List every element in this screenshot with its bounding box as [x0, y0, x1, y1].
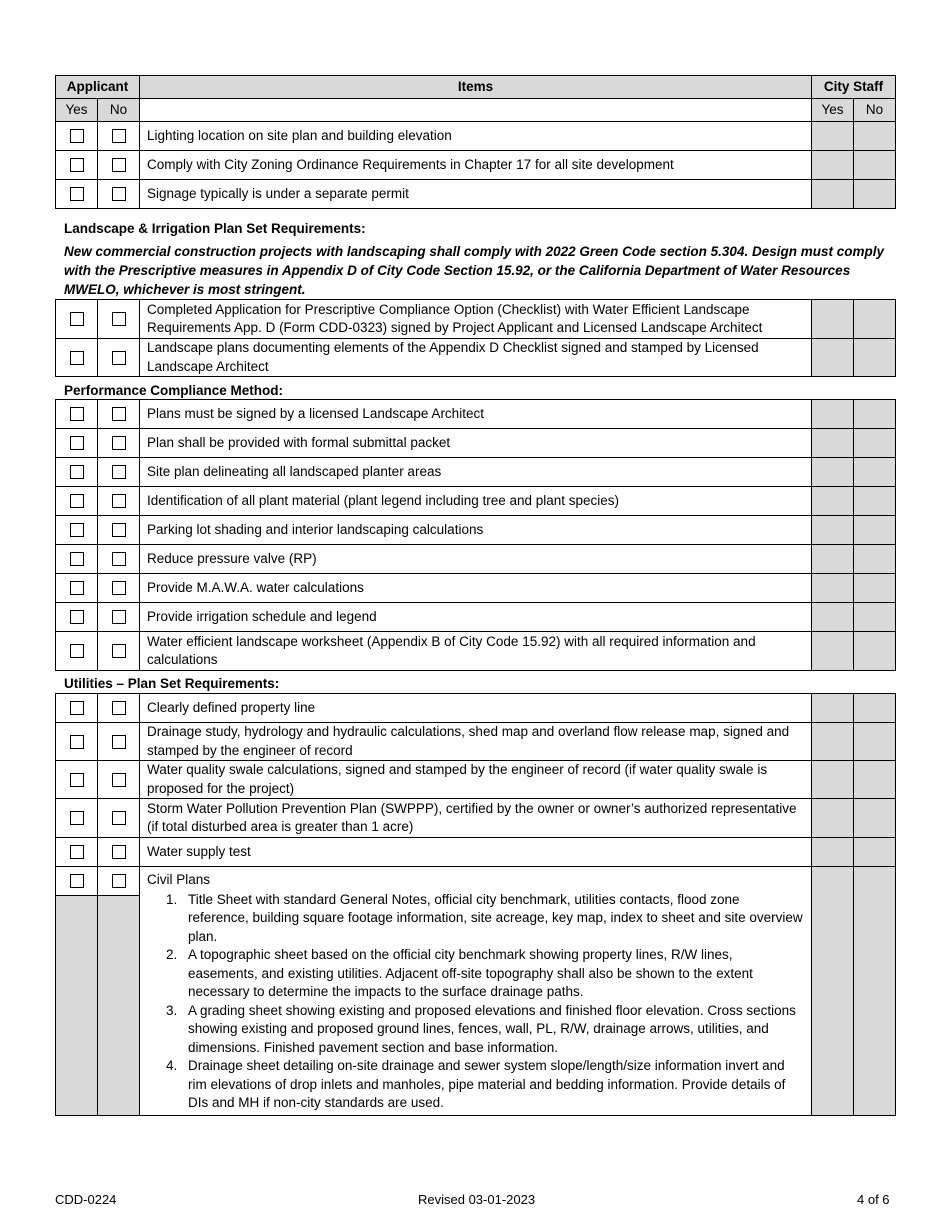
applicant-no-checkbox[interactable]: [112, 523, 126, 537]
staff-no-cell: [854, 632, 896, 671]
applicant-yes-checkbox[interactable]: [70, 465, 84, 479]
staff-no-cell: [854, 799, 896, 838]
staff-no-cell: [854, 458, 896, 487]
items-subheader: [140, 99, 812, 122]
staff-yes-cell: [812, 300, 854, 339]
staff-no-cell: [854, 122, 896, 151]
table-row: [56, 151, 896, 180]
staff-yes-cell: [812, 799, 854, 838]
item-text: Landscape plans documenting elements of the Appendix D Checklist signed and stamped by Licensed Landscape Architect: [140, 339, 812, 377]
item-text: Provide M.A.W.A. water calculations: [140, 574, 812, 603]
staff-yes-header: Yes: [812, 99, 854, 122]
item-text: Provide irrigation schedule and legend: [140, 603, 812, 632]
table-row: [56, 574, 896, 603]
applicant-yes-checkbox[interactable]: [70, 351, 84, 365]
form-id: CDD-0224: [55, 1192, 117, 1207]
table-row: [56, 723, 896, 761]
items-header: Items: [140, 76, 812, 99]
staff-yes-cell: [812, 151, 854, 180]
staff-no-cell: [854, 694, 896, 723]
applicant-yes-checkbox[interactable]: [70, 523, 84, 537]
applicant-yes-checkbox[interactable]: [70, 407, 84, 421]
staff-yes-cell: [812, 694, 854, 723]
applicant-no-checkbox[interactable]: [112, 407, 126, 421]
staff-no-cell: [854, 487, 896, 516]
civil-plans-title: Civil Plans: [147, 872, 211, 888]
applicant-yes-checkbox[interactable]: [70, 494, 84, 508]
staff-no-cell: [854, 867, 896, 1116]
applicant-no-checkbox[interactable]: [112, 351, 126, 365]
staff-yes-cell: [812, 867, 854, 1116]
city-staff-header: City Staff: [812, 76, 896, 99]
applicant-yes-checkbox[interactable]: [70, 644, 84, 658]
staff-no-cell: [854, 603, 896, 632]
item-text: Plan shall be provided with formal submittal packet: [140, 429, 812, 458]
applicant-yes-checkbox[interactable]: [70, 735, 84, 749]
applicant-no-checkbox[interactable]: [112, 552, 126, 566]
applicant-yes-checkbox[interactable]: [70, 312, 84, 326]
applicant-yes-checkbox[interactable]: [70, 129, 84, 143]
applicant-yes-checkbox[interactable]: [70, 811, 84, 825]
applicant-yes-blank-cell: [56, 896, 98, 1116]
applicant-yes-checkbox[interactable]: [70, 581, 84, 595]
staff-no-cell: [854, 339, 896, 377]
staff-no-cell: [854, 838, 896, 867]
item-text: Reduce pressure valve (RP): [140, 545, 812, 574]
applicant-yes-checkbox[interactable]: [70, 610, 84, 624]
staff-no-cell: [854, 723, 896, 761]
staff-no-cell: [854, 180, 896, 209]
landscape-table: [55, 299, 896, 377]
applicant-no-checkbox[interactable]: [112, 735, 126, 749]
staff-yes-cell: [812, 429, 854, 458]
staff-no-cell: [854, 400, 896, 429]
table-row: [56, 799, 896, 838]
staff-yes-cell: [812, 487, 854, 516]
civil-plans-cell: [140, 867, 812, 1116]
page-number: 4 of 6: [857, 1192, 890, 1207]
table-row: [56, 516, 896, 545]
applicant-yes-checkbox[interactable]: [70, 436, 84, 450]
civil-plans-row: [56, 867, 896, 896]
item-text: Site plan delineating all landscaped planter areas: [140, 458, 812, 487]
staff-yes-cell: [812, 545, 854, 574]
applicant-yes-checkbox[interactable]: [70, 552, 84, 566]
revised-date: Revised 03-01-2023: [418, 1192, 536, 1207]
list-item: 1. Title Sheet with standard General Notes, official city benchmark, utilities contacts, flood zone reference, building square footage information, site acreage, key map, index to sheet and site overview plan.: [181, 891, 804, 947]
performance-table: [55, 399, 896, 671]
table-row: [56, 761, 896, 799]
table-row: [56, 339, 896, 377]
item-text: Signage typically is under a separate permit: [140, 180, 812, 209]
applicant-no-checkbox[interactable]: [112, 845, 126, 859]
utilities-heading: Utilities – Plan Set Requirements:: [64, 676, 280, 691]
applicant-no-checkbox[interactable]: [112, 773, 126, 787]
table-row: [56, 458, 896, 487]
staff-no-cell: [854, 151, 896, 180]
table-row: [56, 180, 896, 209]
table-row: [56, 694, 896, 723]
applicant-no-blank-cell: [98, 896, 140, 1116]
table-row: [56, 429, 896, 458]
staff-yes-cell: [812, 180, 854, 209]
table-row: [56, 632, 896, 671]
applicant-no-checkbox[interactable]: [112, 187, 126, 201]
applicant-yes-checkbox[interactable]: [70, 773, 84, 787]
staff-no-header: No: [854, 99, 896, 122]
table-row: [56, 545, 896, 574]
item-text: Completed Application for Prescriptive Compliance Option (Checklist) with Water Efficient Landscape Requirements App. D (Form CDD-0323) signed by Project Applicant and Licensed Landscape Architect: [140, 300, 812, 339]
list-item: 3. A grading sheet showing existing and proposed elevations and finished floor elevation. Cross sections showing existing and proposed ground lines, fences, wall, PL, R/W, drainage arrows, utilities, and dimensions. Finished pavement section and base information.: [181, 1002, 804, 1058]
applicant-no-checkbox[interactable]: [112, 494, 126, 508]
applicant-no-checkbox[interactable]: [112, 644, 126, 658]
civil-plans-list: [147, 891, 804, 1113]
staff-yes-cell: [812, 574, 854, 603]
staff-yes-cell: [812, 761, 854, 799]
landscape-note: New commercial construction projects with landscaping shall comply with 2022 Green Code section 5.304. Design must comply with the Prescriptive measures in Appendix D of City Code Section 15.92, or the California Department of Water Resources MWELO, whichever is most stringent.: [64, 244, 884, 297]
staff-yes-cell: [812, 339, 854, 377]
item-text: Drainage study, hydrology and hydraulic calculations, shed map and overland flow release map, signed and stamped by the engineer of record: [140, 723, 812, 761]
item-text: Clearly defined property line: [140, 694, 812, 723]
item-text: Identification of all plant material (plant legend including tree and plant species): [140, 487, 812, 516]
table-row: [56, 122, 896, 151]
item-text: Parking lot shading and interior landscaping calculations: [140, 516, 812, 545]
applicant-yes-checkbox[interactable]: [70, 158, 84, 172]
general-items-table: [55, 75, 896, 209]
item-text: Water efficient landscape worksheet (Appendix B of City Code 15.92) with all required information and calculations: [140, 632, 812, 671]
applicant-yes-header: Yes: [56, 99, 98, 122]
applicant-no-checkbox[interactable]: [112, 701, 126, 715]
applicant-no-checkbox[interactable]: [112, 811, 126, 825]
applicant-no-checkbox[interactable]: [112, 312, 126, 326]
list-item: 2. A topographic sheet based on the official city benchmark showing property lines, R/W lines, easements, and existing utilities. Adjacent off-site topography shall also be shown to the extent necessary to determine the impacts to the surface drainage paths.: [181, 946, 804, 1002]
staff-yes-cell: [812, 838, 854, 867]
table-row: [56, 300, 896, 339]
staff-no-cell: [854, 545, 896, 574]
applicant-no-checkbox[interactable]: [112, 874, 126, 888]
table-row: [56, 603, 896, 632]
applicant-no-checkbox[interactable]: [112, 158, 126, 172]
list-item: 4. Drainage sheet detailing on-site drainage and sewer system slope/length/size information invert and rim elevations of drop inlets and manholes, pipe material and bedding information. Provide details of DIs and MH if non-city standards are used.: [181, 1057, 804, 1113]
applicant-no-header: No: [98, 99, 140, 122]
applicant-yes-checkbox[interactable]: [70, 845, 84, 859]
table-row: [56, 838, 896, 867]
applicant-header: Applicant: [56, 76, 140, 99]
staff-yes-cell: [812, 400, 854, 429]
staff-yes-cell: [812, 122, 854, 151]
staff-no-cell: [854, 429, 896, 458]
staff-yes-cell: [812, 516, 854, 545]
item-text: Storm Water Pollution Prevention Plan (SWPPP), certified by the owner or owner’s authorized representative (if total disturbed area is greater than 1 acre): [140, 799, 812, 838]
applicant-no-checkbox[interactable]: [112, 465, 126, 479]
applicant-yes-checkbox[interactable]: [70, 874, 84, 888]
applicant-no-checkbox[interactable]: [112, 610, 126, 624]
staff-yes-cell: [812, 723, 854, 761]
performance-heading: Performance Compliance Method:: [64, 383, 284, 398]
staff-no-cell: [854, 574, 896, 603]
table-row: [56, 487, 896, 516]
staff-no-cell: [854, 300, 896, 339]
applicant-no-checkbox[interactable]: [112, 436, 126, 450]
staff-no-cell: [854, 761, 896, 799]
staff-no-cell: [854, 516, 896, 545]
item-text: Water quality swale calculations, signed and stamped by the engineer of record (if water quality swale is proposed for the project): [140, 761, 812, 799]
applicant-yes-checkbox[interactable]: [70, 701, 84, 715]
applicant-no-checkbox[interactable]: [112, 129, 126, 143]
staff-yes-cell: [812, 632, 854, 671]
applicant-yes-checkbox[interactable]: [70, 187, 84, 201]
table-row: [56, 400, 896, 429]
applicant-no-checkbox[interactable]: [112, 581, 126, 595]
item-text: Comply with City Zoning Ordinance Requirements in Chapter 17 for all site development: [140, 151, 812, 180]
staff-yes-cell: [812, 458, 854, 487]
item-text: Lighting location on site plan and building elevation: [140, 122, 812, 151]
staff-yes-cell: [812, 603, 854, 632]
item-text: Water supply test: [140, 838, 812, 867]
landscape-heading: Landscape & Irrigation Plan Set Requirements:: [64, 221, 366, 236]
item-text: Plans must be signed by a licensed Landscape Architect: [140, 400, 812, 429]
utilities-table: [55, 693, 896, 1116]
